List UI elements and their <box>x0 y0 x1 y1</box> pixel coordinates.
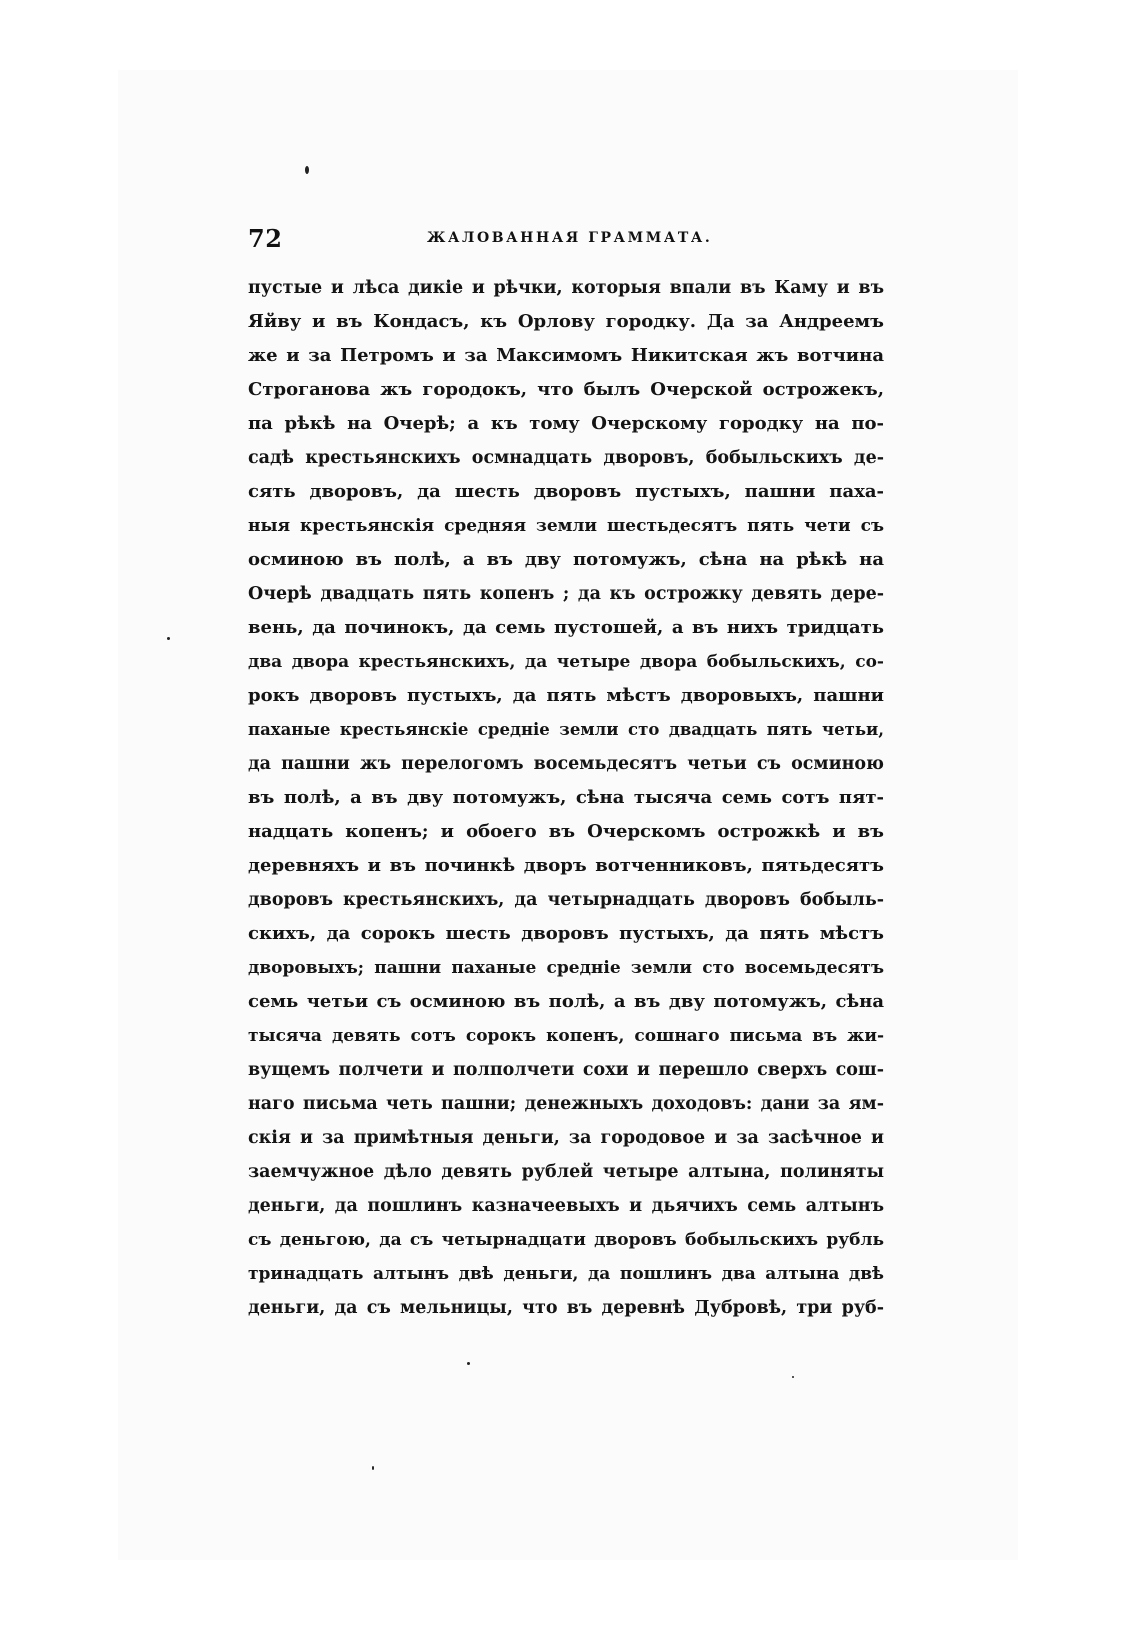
ink-speck <box>372 1466 374 1470</box>
text-line: да пашни жъ перелогомъ восемьдесятъ четьи съ осминою <box>248 754 884 774</box>
text-line: скихъ, да сорокъ шесть дворовъ пустыхъ, да пять мѣстъ <box>248 923 884 944</box>
page-header <box>248 224 884 264</box>
text-line: тысяча девять сотъ сорокъ копенъ, сошнаго письма въ жи- <box>248 1026 884 1046</box>
text-line: сять дворовъ, да шесть дворовъ пустыхъ, пашни паха- <box>248 481 884 502</box>
text-line: па рѣкѣ на Очерѣ; а къ тому Очерскому городку на по- <box>248 413 884 434</box>
text-line: заемчужное дѣло девять рублей четыре алтына, полиняты <box>248 1162 884 1182</box>
running-title: ЖАЛОВАННАЯ ГРАММАТА. <box>427 230 713 246</box>
text-line: скія и за примѣтныя деньги, за городовое и за засѣчное и <box>248 1128 884 1148</box>
ink-speck <box>167 637 170 640</box>
page-number: 72 <box>248 224 283 253</box>
text-line: два двора крестьянскихъ, да четыре двора бобыльскихъ, со- <box>248 652 884 672</box>
ink-speck <box>467 1362 470 1365</box>
text-line: же и за Петромъ и за Максимомъ Никитская жъ вотчина <box>248 345 884 366</box>
text-line: тринадцать алтынъ двѣ деньги, да пошлинъ два алтына двѣ <box>248 1264 884 1284</box>
text-line: наго письма четь пашни; денежныхъ доходовъ: дани за ям- <box>248 1094 884 1114</box>
text-line: садѣ крестьянскихъ осмнадцать дворовъ, бобыльскихъ де- <box>248 448 884 468</box>
text-line: осминою въ полѣ, а въ дву потомужъ, сѣна на рѣкѣ на <box>248 549 884 570</box>
text-line: деревняхъ и въ починкѣ дворъ вотченниковъ, пятьдесятъ <box>248 855 884 876</box>
body-text <box>248 271 884 1325</box>
ink-speck <box>305 166 309 174</box>
text-line: вень, да починокъ, да семь пустошей, а въ нихъ тридцать <box>248 617 884 638</box>
text-line: съ деньгою, да съ четырнадцати дворовъ бобыльскихъ рубль <box>248 1230 884 1250</box>
text-line: вущемъ полчети и полполчети сохи и перешло сверхъ сош- <box>248 1060 884 1080</box>
text-line: Очерѣ двадцать пять копенъ ; да къ острожку девять дере- <box>248 584 884 604</box>
text-line: дворовъ крестьянскихъ, да четырнадцать дворовъ бобыль- <box>248 890 884 910</box>
text-line: ныя крестьянскія средняя земли шестьдесятъ пять чети съ <box>248 516 884 536</box>
text-line: дворовыхъ; пашни паханые средніе земли сто восемьдесятъ <box>248 958 884 978</box>
text-line: Строганова жъ городокъ, что былъ Очерской острожекъ, <box>248 379 884 400</box>
text-line: семь четьи съ осминою въ полѣ, а въ дву потомужъ, сѣна <box>248 991 884 1012</box>
text-line: надцать копенъ; и обоего въ Очерскомъ острожкѣ и въ <box>248 821 884 842</box>
text-line: въ полѣ, а въ дву потомужъ, сѣна тысяча семь сотъ пят- <box>248 787 884 808</box>
text-line: деньги, да пошлинъ казначеевыхъ и дьячихъ семь алтынъ <box>248 1196 884 1216</box>
text-line: деньги, да съ мельницы, что въ деревнѣ Дубровѣ, три руб- <box>248 1298 884 1318</box>
text-line: пустые и лѣса дикіе и рѣчки, которыя впали въ Каму и въ <box>248 278 884 298</box>
text-line: паханые крестьянскіе средніе земли сто двадцать пять четьи, <box>248 720 884 739</box>
text-line: рокъ дворовъ пустыхъ, да пять мѣстъ дворовыхъ, пашни <box>248 685 884 706</box>
ink-speck <box>792 1376 794 1378</box>
text-line: Яйву и въ Кондасъ, къ Орлову городку. Да за Андреемъ <box>248 311 884 332</box>
